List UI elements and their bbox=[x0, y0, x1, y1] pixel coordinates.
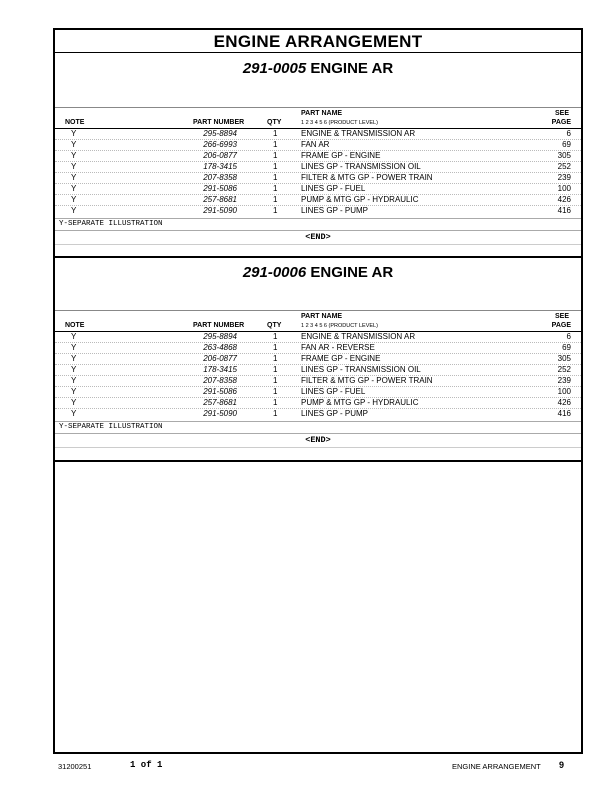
header-see: SEE bbox=[554, 110, 569, 117]
part-number-cell: 178-3415 bbox=[203, 365, 237, 374]
part-name-cell: FAN AR - REVERSE bbox=[301, 343, 375, 352]
note-cell: Y bbox=[71, 184, 77, 193]
header-note: NOTE bbox=[65, 322, 85, 329]
see-page-cell: 6 bbox=[566, 332, 571, 341]
part-number-cell: 266-6993 bbox=[203, 140, 237, 149]
qty-cell: 1 bbox=[273, 398, 278, 407]
part-name-cell: FILTER & MTG GP - POWER TRAIN bbox=[301, 376, 433, 385]
part-name-cell: LINES GP - TRANSMISSION OIL bbox=[301, 162, 421, 171]
part-name-cell: LINES GP - FUEL bbox=[301, 387, 366, 396]
page-of: 1 of 1 bbox=[130, 760, 163, 770]
header-page: PAGE bbox=[551, 119, 571, 126]
part-number-cell: 295-8894 bbox=[203, 332, 237, 341]
see-page-cell: 426 bbox=[557, 195, 571, 204]
qty-cell: 1 bbox=[273, 173, 278, 182]
note-cell: Y bbox=[71, 206, 77, 215]
part-number-cell: 257-8681 bbox=[203, 195, 237, 204]
note-cell: Y bbox=[71, 162, 77, 171]
note-cell: Y bbox=[71, 398, 77, 407]
separate-illustration-note: Y-SEPARATE ILLUSTRATION bbox=[59, 220, 163, 228]
part-name-cell: PUMP & MTG GP - HYDRAULIC bbox=[301, 195, 419, 204]
doc-id: 31200251 bbox=[58, 762, 92, 771]
page-number: 9 bbox=[559, 760, 565, 770]
qty-cell: 1 bbox=[273, 354, 278, 363]
table-bottom-rule bbox=[55, 218, 581, 219]
see-page-cell: 305 bbox=[557, 151, 571, 160]
see-page-cell: 100 bbox=[557, 387, 571, 396]
note-cell: Y bbox=[71, 129, 77, 138]
end-marker: <END> bbox=[305, 435, 331, 445]
note-rule bbox=[55, 230, 581, 231]
qty-cell: 1 bbox=[273, 184, 278, 193]
section-name: ENGINE AR bbox=[310, 264, 394, 281]
header-part-number: PART NUMBER bbox=[193, 322, 245, 329]
note-cell: Y bbox=[71, 387, 77, 396]
qty-cell: 1 bbox=[273, 162, 278, 171]
part-name-cell: ENGINE & TRANSMISSION AR bbox=[301, 332, 416, 341]
qty-cell: 1 bbox=[273, 376, 278, 385]
note-cell: Y bbox=[71, 332, 77, 341]
part-number-cell: 291-5090 bbox=[203, 206, 237, 215]
section-title bbox=[55, 60, 581, 77]
table-bottom-rule bbox=[55, 421, 581, 422]
table-row bbox=[55, 206, 581, 217]
table-header bbox=[55, 313, 581, 331]
header-product-levels: 1 2 3 4 5 6 (PRODUCT LEVEL) bbox=[301, 120, 378, 126]
table-row bbox=[55, 409, 581, 420]
part-name-cell: FRAME GP - ENGINE bbox=[301, 354, 381, 363]
header-part-name: PART NAME bbox=[301, 313, 343, 320]
part-number-cell: 206-0877 bbox=[203, 354, 237, 363]
header-part-name: PART NAME bbox=[301, 110, 343, 117]
part-number-cell: 257-8681 bbox=[203, 398, 237, 407]
part-number-cell: 295-8894 bbox=[203, 129, 237, 138]
part-name-cell: LINES GP - FUEL bbox=[301, 184, 366, 193]
section-part-number: 291-0005 bbox=[242, 60, 307, 77]
part-number-cell: 291-5090 bbox=[203, 409, 237, 418]
section-title bbox=[55, 264, 581, 281]
part-name-cell: LINES GP - PUMP bbox=[301, 206, 368, 215]
qty-cell: 1 bbox=[273, 151, 278, 160]
note-cell: Y bbox=[71, 376, 77, 385]
note-cell: Y bbox=[71, 354, 77, 363]
section-part-number: 291-0006 bbox=[242, 264, 307, 281]
section-291-0006 bbox=[55, 258, 581, 462]
qty-cell: 1 bbox=[273, 387, 278, 396]
end-rule bbox=[55, 244, 581, 245]
header-page: PAGE bbox=[551, 322, 571, 329]
see-page-cell: 6 bbox=[566, 129, 571, 138]
section-name: ENGINE AR bbox=[310, 60, 394, 77]
see-page-cell: 416 bbox=[557, 409, 571, 418]
header-divider bbox=[55, 107, 581, 108]
part-number-cell: 206-0877 bbox=[203, 151, 237, 160]
see-page-cell: 69 bbox=[562, 140, 571, 149]
see-page-cell: 305 bbox=[557, 354, 571, 363]
see-page-cell: 416 bbox=[557, 206, 571, 215]
footer-section-title: ENGINE ARRANGEMENT bbox=[452, 762, 541, 771]
part-number-cell: 263-4868 bbox=[203, 343, 237, 352]
part-name-cell: FILTER & MTG GP - POWER TRAIN bbox=[301, 173, 433, 182]
see-page-cell: 252 bbox=[557, 365, 571, 374]
part-name-cell: LINES GP - PUMP bbox=[301, 409, 368, 418]
document-frame bbox=[53, 28, 583, 754]
title-divider bbox=[55, 52, 581, 53]
part-number-cell: 291-5086 bbox=[203, 387, 237, 396]
header-product-levels: 1 2 3 4 5 6 (PRODUCT LEVEL) bbox=[301, 323, 378, 329]
header-qty: QTY bbox=[267, 322, 282, 329]
note-cell: Y bbox=[71, 409, 77, 418]
note-rule bbox=[55, 433, 581, 434]
see-page-cell: 69 bbox=[562, 343, 571, 352]
separate-illustration-note: Y-SEPARATE ILLUSTRATION bbox=[59, 423, 163, 431]
part-name-cell: ENGINE & TRANSMISSION AR bbox=[301, 129, 416, 138]
qty-cell: 1 bbox=[273, 140, 278, 149]
part-number-cell: 207-8358 bbox=[203, 173, 237, 182]
qty-cell: 1 bbox=[273, 365, 278, 374]
qty-cell: 1 bbox=[273, 129, 278, 138]
part-number-cell: 207-8358 bbox=[203, 376, 237, 385]
note-cell: Y bbox=[71, 343, 77, 352]
header-note: NOTE bbox=[65, 119, 85, 126]
note-cell: Y bbox=[71, 365, 77, 374]
section-291-0005 bbox=[55, 54, 581, 258]
header-divider bbox=[55, 310, 581, 311]
end-marker: <END> bbox=[305, 232, 331, 242]
table-header bbox=[55, 110, 581, 128]
qty-cell: 1 bbox=[273, 343, 278, 352]
part-name-cell: FAN AR bbox=[301, 140, 330, 149]
qty-cell: 1 bbox=[273, 206, 278, 215]
note-cell: Y bbox=[71, 195, 77, 204]
note-cell: Y bbox=[71, 151, 77, 160]
page-title: ENGINE ARRANGEMENT bbox=[213, 32, 423, 51]
see-page-cell: 239 bbox=[557, 173, 571, 182]
header-qty: QTY bbox=[267, 119, 282, 126]
section-divider bbox=[55, 460, 581, 462]
see-page-cell: 100 bbox=[557, 184, 571, 193]
page-footer bbox=[0, 760, 612, 774]
see-page-cell: 426 bbox=[557, 398, 571, 407]
end-rule bbox=[55, 447, 581, 448]
part-name-cell: FRAME GP - ENGINE bbox=[301, 151, 381, 160]
header-see: SEE bbox=[554, 313, 569, 320]
note-cell: Y bbox=[71, 173, 77, 182]
see-page-cell: 239 bbox=[557, 376, 571, 385]
qty-cell: 1 bbox=[273, 332, 278, 341]
header-part-number: PART NUMBER bbox=[193, 119, 245, 126]
qty-cell: 1 bbox=[273, 195, 278, 204]
part-name-cell: PUMP & MTG GP - HYDRAULIC bbox=[301, 398, 419, 407]
part-name-cell: LINES GP - TRANSMISSION OIL bbox=[301, 365, 421, 374]
see-page-cell: 252 bbox=[557, 162, 571, 171]
part-number-cell: 291-5086 bbox=[203, 184, 237, 193]
qty-cell: 1 bbox=[273, 409, 278, 418]
note-cell: Y bbox=[71, 140, 77, 149]
part-number-cell: 178-3415 bbox=[203, 162, 237, 171]
